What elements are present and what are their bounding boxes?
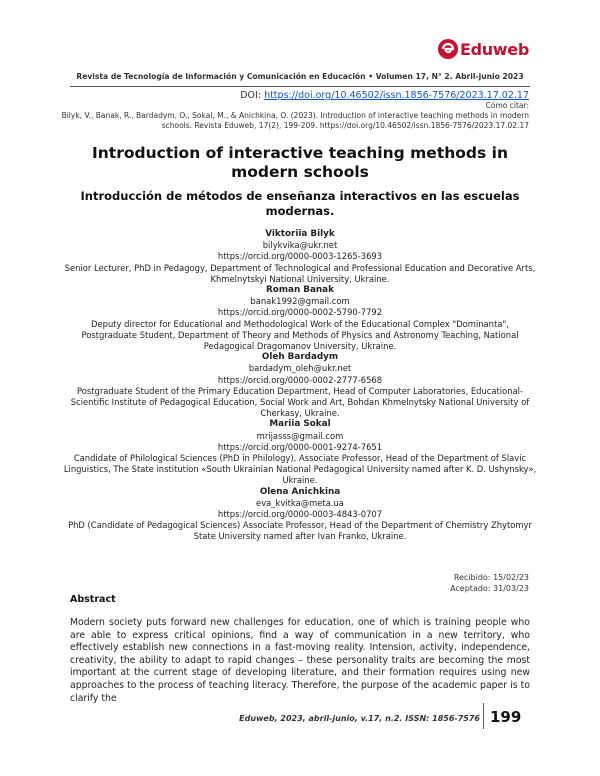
submission-dates (450, 572, 529, 594)
author-orcid[interactable]: https://orcid.org/0000-0002-2777-6568 (217, 374, 383, 385)
author-email[interactable]: bilykvika@ukr.net (262, 240, 338, 251)
doi-label: DOI: (240, 90, 262, 101)
author-affiliation: PhD (Candidate of Pedagogical Sciences) Associate Professor, Head of the Department of Chemistry Zhytomyr State University named after Ivan Franko, Ukraine. (68, 520, 532, 542)
paper-title: Introduction of interactive teaching methods in modern schools (92, 144, 508, 181)
author-affiliation: Deputy director for Educational and Methodological Work of the Educational Complex "Dominanta", Postgraduate Student, Department of Theory and Methods of Physics and Astronomy Teaching, National Pedagogical Dragomanov University, Ukraine. (81, 318, 519, 352)
page-footer: Eduweb, 2023, abril-junio, v.17, n.2. ISSN: 1856-7576 (239, 714, 480, 723)
footer-divider (483, 703, 484, 729)
received-date: Recibido: 15/02/23 (453, 573, 529, 582)
author-name: Oleh Bardadym (261, 352, 339, 363)
paper-subtitle: Introducción de métodos de enseñanza interactivos en las escuelas modernas. (80, 189, 520, 218)
citation-line: Bilyk, V., Banak, R., Bardadym, O., Sokal, M., & Anichkina, O. (2023). Introduction of interactive teaching methods in modern (61, 111, 529, 120)
journal-logo (437, 37, 529, 61)
citation-line: schools. Revista Eduweb, 17(2), 199-209. https://doi.org/10.46502/issn.1856-7576/2023.17.02.17 (161, 121, 529, 130)
author-email[interactable]: bardadym_oleh@ukr.net (248, 363, 352, 374)
journal-header: Revista de Tecnología de Información y Comunicación en Educación • Volumen 17, N° 2. Abril-junio 2023 (76, 72, 524, 81)
abstract-heading: Abstract (70, 594, 116, 605)
author-orcid[interactable]: https://orcid.org/0000-0003-1265-3693 (217, 251, 383, 262)
author-name: Olena Anichkina (259, 486, 341, 497)
author-name: Mariia Sokal (269, 419, 331, 430)
author-list (62, 229, 538, 543)
doi-link[interactable]: https://doi.org/10.46502/issn.1856-7576/2023.17.02.17 (264, 90, 529, 101)
author-block (62, 419, 538, 486)
abstract-text: Modern society puts forward new challenges for education, one of which is training people who are able to express critical opinions, find a way of communication in a new territory, who effectively establish new connections in a fast-moving reality. Intension, activity, independence, creativity, the ability to adapt to rapid changes – these personality traits are becoming the most important at the current stage of developing literature, and their formation requires using new approaches to the process of teaching literacy. Therefore, the purpose of the academic paper is to clarify the (70, 617, 530, 704)
header-divider (70, 86, 530, 87)
accepted-date: Aceptado: 31/03/23 (450, 584, 529, 593)
author-block (62, 487, 538, 543)
page-number: 199 (490, 708, 522, 726)
author-orcid[interactable]: https://orcid.org/0000-0002-5790-7792 (217, 307, 383, 318)
author-email[interactable]: mrijasss@gmail.com (256, 430, 344, 441)
author-email[interactable]: eva_kvitka@meta.ua (256, 497, 344, 508)
author-name: Roman Banak (266, 285, 334, 296)
author-block (62, 285, 538, 352)
author-block (62, 352, 538, 419)
author-block (62, 229, 538, 285)
cite-label: Cómo citar: (485, 101, 529, 110)
author-affiliation: Senior Lecturer, PhD in Pedagogy, Department of Technological and Professional Education and Decorative Arts, Khmelnytskyi National University, Ukraine. (64, 262, 536, 284)
author-orcid[interactable]: https://orcid.org/0000-0003-4843-0707 (217, 509, 383, 520)
author-name: Viktoriia Bilyk (265, 229, 335, 239)
author-email[interactable]: banak1992@gmail.com (250, 296, 350, 307)
author-affiliation: Candidate of Philological Sciences (PhD in Philology), Associate Professor, Head of the Department of Slavic Linguistics, The State institution «South Ukrainian National Pedagogical University named after K. D. Ushynsky», Ukraine. (63, 453, 537, 486)
logo-text: Eduweb (459, 39, 529, 59)
author-orcid[interactable]: https://orcid.org/0000-0001-9274-7651 (217, 441, 383, 452)
citation (59, 111, 529, 131)
eduweb-logo-icon (437, 38, 459, 60)
author-affiliation: Postgraduate Student of the Primary Education Department, Head of Computer Laboratories, Educational-Scientific Institute of Pedagogical Education, Social Work and Art, Bohdan Khmelnytsky National University of Cherkasy, Ukraine. (70, 385, 530, 419)
